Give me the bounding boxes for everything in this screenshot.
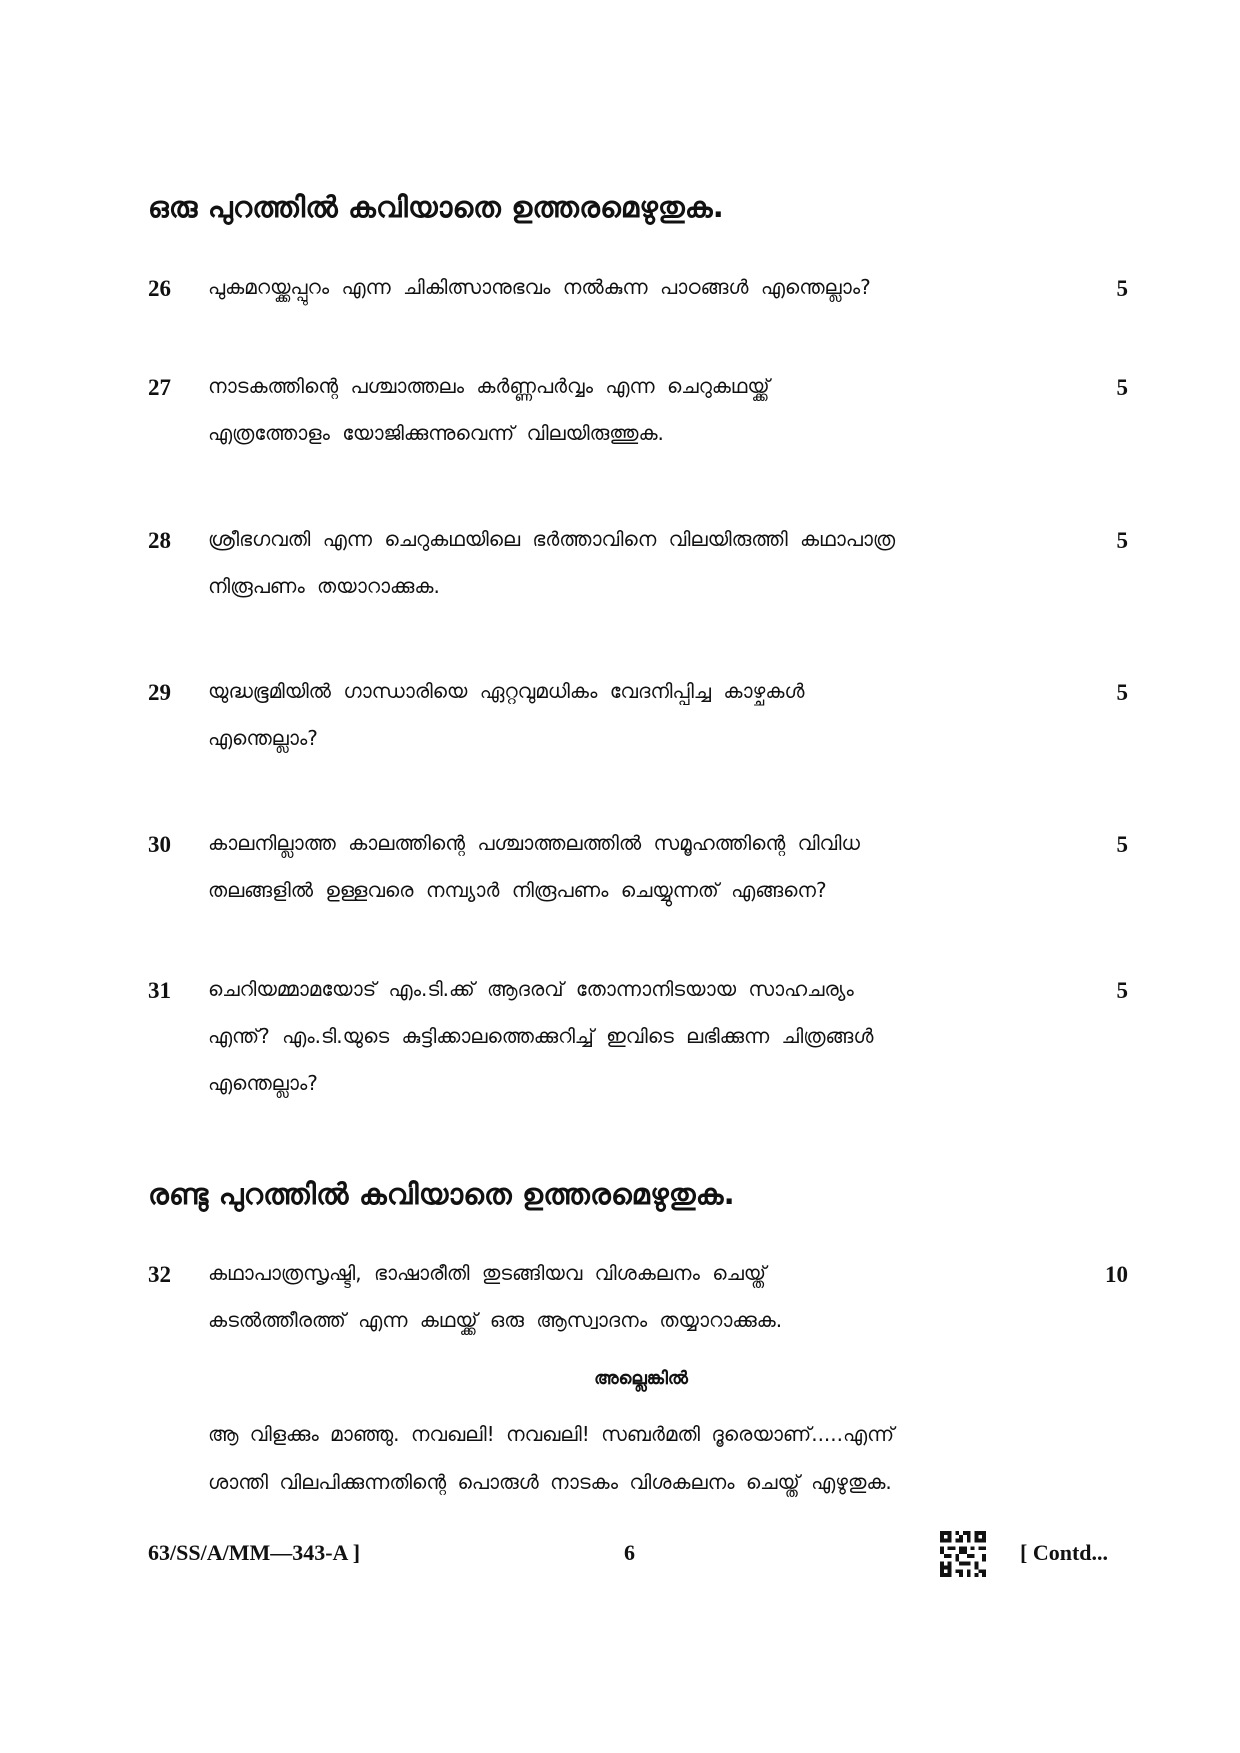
question-marks: 5: [1116, 528, 1128, 553]
question-line: കടൽത്തീരത്ത് എന്ന കഥയ്ക്ക് ഒരു ആസ്വാദനം തയ്യാറാക്കുക.: [208, 1308, 783, 1332]
question-marks: 5: [1116, 680, 1128, 705]
question-text: [208, 363, 1028, 457]
question-text: [208, 1250, 1028, 1344]
question-marks: 5: [1116, 276, 1128, 301]
question-text: [208, 820, 1028, 914]
question-number: 26: [148, 276, 171, 301]
question-number: 30: [148, 832, 171, 857]
alternative-line: ശാന്തി വിലപിക്കുന്നതിന്റെ പൊരുൾ നാടകം വിശകലനം ചെയ്ത് എഴുതുക.: [208, 1470, 892, 1494]
question-number: 31: [148, 978, 171, 1003]
page-number: 6: [624, 1540, 635, 1565]
alternative-question-text: [208, 1410, 894, 1506]
question-marks: 10: [1105, 1262, 1128, 1287]
question-number: 27: [148, 375, 171, 400]
question-number: 29: [148, 680, 171, 705]
question-line: യുദ്ധഭൂമിയിൽ ഗാന്ധാരിയെ ഏറ്റവുമധികം വേദനിപ്പിച്ച കാഴ്ചകൾ: [208, 679, 805, 703]
question-line: പുകമറയ്ക്കപ്പുറം എന്ന ചികിത്സാനുഭവം നൽകുന്ന പാഠങ്ങൾ എന്തെല്ലാം?: [208, 275, 871, 299]
paper-code: 63/SS/A/MM—343-A ]: [148, 1540, 361, 1565]
continued-label: [ Contd...: [1020, 1540, 1109, 1565]
question-marks: 5: [1116, 978, 1128, 1003]
question-text: [208, 264, 1028, 311]
question-line: നാടകത്തിന്റെ പശ്ചാത്തലം കർണ്ണപർവ്വം എന്ന ചെറുകഥയ്ക്ക്: [208, 374, 770, 398]
question-number: 32: [148, 1262, 171, 1287]
alternative-line: ആ വിളക്കും മാഞ്ഞു. നവഖലി! നവഖലി! സബർമതി ദൂരെയാണ്.....എന്ന്: [208, 1422, 895, 1446]
qr-code-icon: [940, 1531, 986, 1577]
question-text: [208, 966, 1028, 1107]
question-number: 28: [148, 528, 171, 553]
question-line: ശ്രീഭഗവതി എന്ന ചെറുകഥയിലെ ഭർത്താവിനെ വിലയിരുത്തി കഥാപാത്ര: [208, 527, 896, 551]
question-text: [208, 516, 1028, 610]
question-line: കാലനില്ലാത്ത കാലത്തിന്റെ പശ്ചാത്തലത്തിൽ സമൂഹത്തിന്റെ വിവിധ: [208, 831, 860, 855]
question-marks: 5: [1116, 832, 1128, 857]
section-heading-one-page: ഒരു പുറത്തിൽ കവിയാതെ ഉത്തരമെഴുതുക.: [148, 190, 725, 224]
question-text: [208, 668, 1028, 762]
section-heading-two-pages: രണ്ടു പുറത്തിൽ കവിയാതെ ഉത്തരമെഴുതുക.: [148, 1177, 735, 1211]
question-line: ചെറിയമ്മാമയോട് എം.ടി.ക്ക് ആദരവ് തോന്നാനിടയായ സാഹചര്യം: [208, 977, 854, 1001]
question-line: തലങ്ങളിൽ ഉള്ളവരെ നമ്പ്യാർ നിരൂപണം ചെയ്യുന്നത് എങ്ങനെ?: [208, 878, 827, 902]
question-line: എന്ത്? എം.ടി.യുടെ കുട്ടിക്കാലത്തെക്കുറിച്ച് ഇവിടെ ലഭിക്കുന്ന ചിത്രങ്ങൾ: [208, 1024, 874, 1048]
question-line: എന്തെല്ലാം?: [208, 1071, 318, 1095]
question-line: എന്തെല്ലാം?: [208, 726, 318, 750]
question-line: കഥാപാത്രസൃഷ്ടി, ഭാഷാരീതി തുടങ്ങിയവ വിശകലനം ചെയ്ത്: [208, 1261, 767, 1285]
or-label: അല്ലെങ്കിൽ: [594, 1368, 688, 1389]
question-line: നിരൂപണം തയാറാക്കുക.: [208, 574, 440, 598]
question-line: എത്രത്തോളം യോജിക്കുന്നുവെന്ന് വിലയിരുത്തുക.: [208, 421, 664, 445]
question-marks: 5: [1116, 375, 1128, 400]
